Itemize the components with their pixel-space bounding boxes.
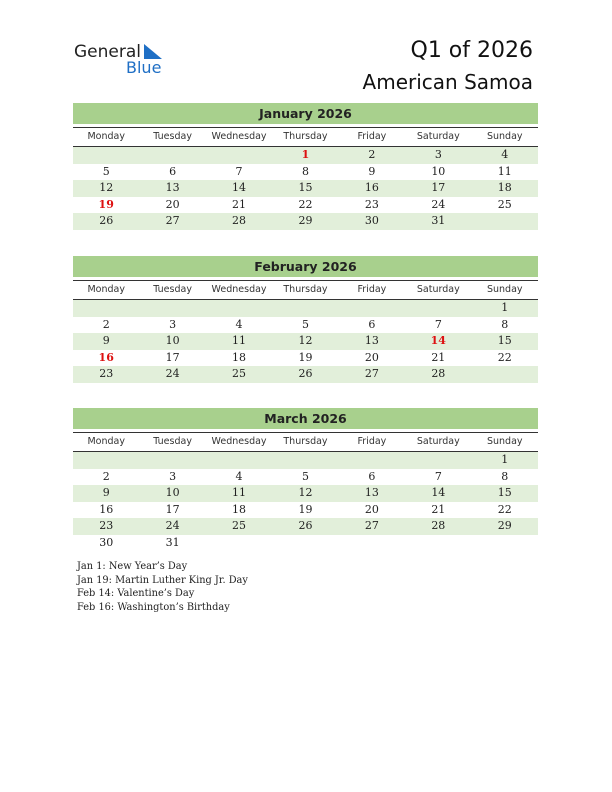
weekday-label: Sunday [486,436,523,447]
day-cell: 21 [232,197,247,211]
week-row [73,518,538,535]
day-cell: 4 [235,469,243,483]
day-cell: 26 [99,214,114,227]
weekday-label: Friday [357,284,387,295]
day-cell [206,300,272,317]
region-name: American Samoa [362,70,533,94]
weekday-label: Thursday [283,436,328,447]
day-cell: 10 [165,334,180,347]
week-row [73,300,538,317]
day-cell: 2 [368,148,376,161]
day-cell: 16 [98,350,114,364]
day-cell: 11 [497,164,512,178]
weekday-label: Saturday [416,436,460,447]
month-calendar-march [73,408,538,551]
day-cell: 14 [232,181,247,194]
weekday-label: Tuesday [153,284,192,295]
brand-logo [74,42,174,78]
day-cell: 16 [99,502,114,516]
month-calendar-january [73,103,538,230]
holiday-note: Feb 16: Washington’s Birthday [77,601,230,613]
day-cell: 23 [99,367,114,380]
day-cell: 27 [165,214,180,227]
day-cell: 7 [434,317,442,331]
day-cell: 16 [364,181,379,194]
holiday-note: Jan 19: Martin Luther King Jr. Day [77,574,248,586]
month-calendar-february [73,256,538,383]
day-cell [339,535,405,552]
day-cell [272,452,338,469]
day-cell [139,452,205,469]
day-cell: 8 [501,317,509,331]
day-cell: 24 [165,519,180,532]
weekday-label: Thursday [283,284,328,295]
day-cell: 9 [102,486,110,499]
day-cell: 21 [431,350,446,364]
day-cell: 20 [364,502,379,516]
day-cell: 11 [232,334,247,347]
day-cell: 13 [364,334,379,347]
month-title: March 2026 [73,408,538,429]
weekday-label: Monday [87,436,125,447]
weekday-label: Wednesday [211,131,267,142]
day-cell: 17 [165,350,180,364]
day-cell: 18 [232,350,247,364]
holiday-note: Jan 1: New Year’s Day [77,561,188,572]
day-cell: 12 [298,486,313,499]
day-cell [206,147,272,164]
day-cell: 15 [298,181,313,194]
holiday-notes [77,560,248,614]
day-cell: 19 [98,197,114,211]
weekday-label: Saturday [416,284,460,295]
day-cell [73,452,139,469]
day-cell: 24 [165,367,180,380]
weekday-label: Sunday [486,131,523,142]
weekday-label: Sunday [486,284,523,295]
weekday-label: Monday [87,284,125,295]
day-cell: 19 [298,350,313,364]
day-cell [472,366,538,383]
day-cell: 8 [301,164,309,178]
day-cell [73,300,139,317]
day-cell: 15 [497,334,512,347]
week-row [73,333,538,350]
day-cell [472,535,538,552]
weekday-label: Monday [87,131,125,142]
day-cell: 9 [102,334,110,347]
day-cell: 31 [165,535,180,549]
day-cell: 3 [169,317,177,331]
day-cell: 1 [501,301,509,314]
day-cell [272,535,338,552]
day-cell: 3 [169,469,177,483]
day-cell: 29 [497,519,512,532]
day-cell: 29 [298,214,313,227]
week-row [73,485,538,502]
brand-name-general: General [74,42,141,62]
holiday-note: Feb 14: Valentine’s Day [77,588,195,599]
day-cell: 24 [431,197,446,211]
day-cell: 14 [431,486,446,499]
day-cell: 22 [497,350,512,364]
day-cell: 30 [364,214,379,227]
day-cell: 2 [102,469,110,483]
day-cell: 28 [431,519,446,532]
day-cell: 22 [497,502,512,516]
day-cell: 22 [298,197,313,211]
day-cell: 8 [501,469,509,483]
month-title: February 2026 [73,256,538,277]
day-cell: 21 [431,502,446,516]
day-cell: 6 [169,164,177,178]
weekday-label: Wednesday [211,436,267,447]
day-cell: 12 [99,181,114,194]
day-cell: 10 [165,486,180,499]
day-cell: 25 [232,519,247,532]
day-cell [206,535,272,552]
day-cell: 19 [298,502,313,516]
day-cell: 7 [434,469,442,483]
day-cell: 25 [232,367,247,380]
week-row [73,180,538,197]
day-cell [272,300,338,317]
weekday-label: Friday [357,131,387,142]
week-row [73,452,538,469]
weeks [73,300,538,383]
day-cell [472,213,538,230]
day-cell: 5 [102,164,110,178]
day-cell: 28 [232,214,247,227]
week-row [73,469,538,486]
week-row [73,164,538,181]
day-cell: 1 [301,148,310,161]
day-cell: 13 [364,486,379,499]
day-cell: 6 [368,317,376,331]
day-cell: 1 [501,453,509,466]
day-cell: 23 [364,197,379,211]
month-title: January 2026 [73,103,538,124]
weekday-label: Tuesday [153,436,192,447]
day-cell: 28 [431,367,446,380]
day-cell: 23 [99,519,114,532]
day-cell: 31 [431,214,446,227]
day-cell: 27 [364,519,379,532]
day-cell: 12 [298,334,313,347]
day-cell [139,147,205,164]
brand-name-blue: Blue [126,58,162,77]
weekday-label: Thursday [283,131,328,142]
day-cell [405,535,471,552]
week-row [73,535,538,552]
day-cell: 20 [165,197,180,211]
day-cell: 10 [431,164,446,178]
day-cell: 26 [298,367,313,380]
day-cell: 17 [431,181,446,194]
day-cell: 6 [368,469,376,483]
weeks [73,452,538,551]
weekday-header [73,280,538,300]
day-cell: 5 [301,317,309,331]
day-cell: 3 [434,148,442,161]
weekday-label: Friday [357,436,387,447]
day-cell: 30 [99,535,114,549]
day-cell: 25 [497,197,512,211]
day-cell: 4 [235,317,243,331]
day-cell: 27 [364,367,379,380]
day-cell: 5 [301,469,309,483]
day-cell [405,300,471,317]
week-row [73,502,538,519]
day-cell [73,147,139,164]
day-cell: 13 [165,181,180,194]
week-row [73,213,538,230]
day-cell [339,452,405,469]
day-cell: 17 [165,502,180,516]
day-cell [405,452,471,469]
weekday-label: Tuesday [153,131,192,142]
day-cell: 18 [232,502,247,516]
day-cell: 26 [298,519,313,532]
day-cell: 18 [497,181,512,194]
weekday-header [73,127,538,147]
weekday-label: Wednesday [211,284,267,295]
weekday-header [73,432,538,452]
weekday-label: Saturday [416,131,460,142]
day-cell [339,300,405,317]
day-cell: 11 [232,486,247,499]
day-cell [139,300,205,317]
weeks [73,147,538,230]
day-cell: 7 [235,164,243,178]
week-row [73,350,538,367]
page-title: Q1 of 2026 [410,38,533,63]
week-row [73,197,538,214]
week-row [73,147,538,164]
week-row [73,317,538,334]
day-cell: 15 [497,486,512,499]
day-cell: 9 [368,164,376,178]
day-cell: 20 [364,350,379,364]
day-cell [206,452,272,469]
week-row [73,366,538,383]
day-cell: 4 [501,148,509,161]
day-cell: 14 [430,334,446,347]
day-cell: 2 [102,317,110,331]
